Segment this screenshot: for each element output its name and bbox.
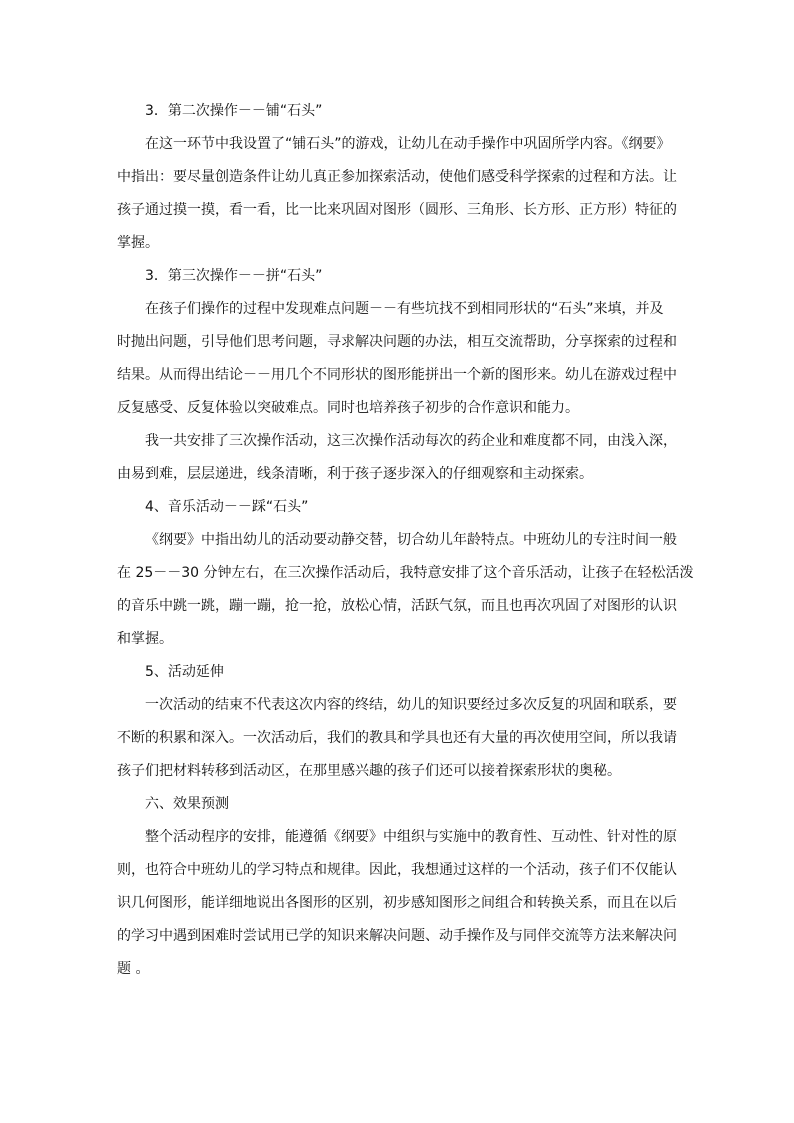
document-body (117, 95, 694, 986)
document-page (117, 95, 694, 986)
text-line: 反复感受、反复体验以突破难点。同时也培养孩子初步的合作意识和能力。 (117, 400, 579, 416)
text-line: 我一共安排了三次操作活动，这三次操作活动每次的药企业和难度都不同，由浅入深， (145, 433, 677, 449)
text-line: 掌握。 (117, 235, 159, 251)
text-line: 不断的积累和深入。一次活动后，我们的教具和学具也还有大量的再次使用空间，所以我请 (117, 730, 677, 746)
text-line: 则，也符合中班幼儿的学习特点和规律。因此，我想通过这样的一个活动，孩子们不仅能认 (117, 862, 677, 878)
text-line: 识几何图形，能详细地说出各图形的区别，初步感知图形之间组合和转换关系，而且在以后 (117, 895, 677, 911)
text-line: 在这一环节中我设置了“铺石头”的游戏，让幼儿在动手操作中巩固所学内容。《纲要》 (145, 136, 671, 152)
text-line: 和掌握。 (117, 631, 173, 647)
text-line: 3．第二次操作－－铺“石头” (145, 103, 323, 119)
text-line: 孩子通过摸一摸，看一看，比一比来巩固对图形（圆形、三角形、长方形、正方形）特征的 (117, 202, 677, 218)
text-line: 的学习中遇到困难时尝试用已学的知识来解决问题、动手操作及与同伴交流等方法来解决问 (117, 928, 677, 944)
text-line: 在 25－－30 分钟左右，在三次操作活动后，我特意安排了这个音乐活动，让孩子在轻松活泼 (117, 565, 694, 581)
text-line: 由易到难，层层递进，线条清晰，利于孩子逐步深入的仔细观察和主动探索。 (117, 466, 593, 482)
text-line: 3．第三次操作－－拼“石头” (145, 268, 323, 284)
text-line: 结果。从而得出结论－－用几个不同形状的图形能拼出一个新的图形来。幼儿在游戏过程中 (117, 367, 677, 383)
text-line: 时抛出问题，引导他们思考问题，寻求解决问题的办法，相互交流帮助，分享探索的过程和 (117, 334, 677, 350)
text-line: 题 。 (117, 961, 150, 977)
text-line: 孩子们把材料转移到活动区，在那里感兴趣的孩子们还可以接着探索形状的奥秘。 (117, 763, 621, 779)
text-line: 在孩子们操作的过程中发现难点问题－－有些坑找不到相同形状的“石头”来填，并及 (145, 301, 664, 317)
text-line: 中指出：要尽量创造条件让幼儿真正参加探索活动，使他们感受科学探索的过程和方法。让 (117, 169, 677, 185)
text-line: 4、音乐活动－－踩“石头” (145, 499, 309, 515)
text-line: 5、活动延伸 (145, 664, 224, 680)
text-line: 一次活动的结束不代表这次内容的终结，幼儿的知识要经过多次反复的巩固和联系，要 (145, 697, 677, 713)
text-line: 六、效果预测 (145, 796, 229, 812)
text-line: 整个活动程序的安排，能遵循《纲要》中组织与实施中的教育性、互动性、针对性的原 (145, 829, 677, 845)
text-line: 《纲要》中指出幼儿的活动要动静交替，切合幼儿年龄特点。中班幼儿的专注时间一般 (145, 532, 677, 548)
text-line: 的音乐中跳一跳，蹦一蹦，抢一抢，放松心情，活跃气氛，而且也再次巩固了对图形的认识 (117, 598, 677, 614)
